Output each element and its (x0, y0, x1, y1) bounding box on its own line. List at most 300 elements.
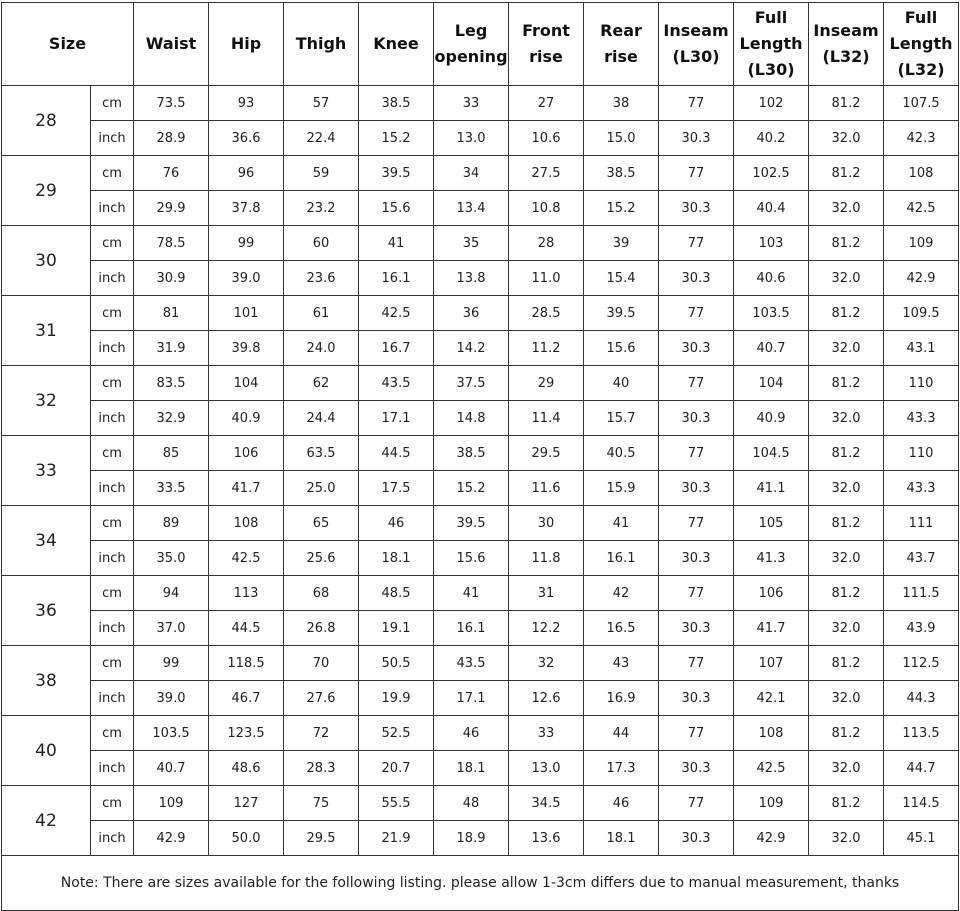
measurement-cell: 30.3 (659, 471, 734, 506)
measurement-cell: 123.5 (209, 716, 284, 751)
unit-cell: inch (91, 751, 134, 786)
measurement-cell: 32.0 (809, 751, 884, 786)
measurement-cell: 42 (584, 576, 659, 611)
measurement-cell: 38.5 (434, 436, 509, 471)
measurement-cell: 118.5 (209, 646, 284, 681)
measurement-cell: 81.2 (809, 716, 884, 751)
header-inseam-l32 (809, 3, 884, 86)
measurement-cell: 103.5 (734, 296, 809, 331)
table-row (2, 331, 959, 366)
measurement-cell: 13.8 (434, 261, 509, 296)
measurement-cell: 46.7 (209, 681, 284, 716)
measurement-cell: 30.3 (659, 611, 734, 646)
table-row (2, 401, 959, 436)
measurement-cell: 48 (434, 786, 509, 821)
measurement-cell: 11.6 (509, 471, 584, 506)
unit-cell: cm (91, 296, 134, 331)
measurement-cell: 32.0 (809, 191, 884, 226)
measurement-cell: 43 (584, 646, 659, 681)
note-text: Note: There are sizes available for the following listing. please allow 1-3cm differs due to manual measurement, thanks (2, 856, 959, 911)
unit-cell: inch (91, 821, 134, 856)
measurement-cell: 13.6 (509, 821, 584, 856)
header-leg-opening (434, 3, 509, 86)
measurement-cell: 52.5 (359, 716, 434, 751)
measurement-cell: 70 (284, 646, 359, 681)
measurement-cell: 46 (584, 786, 659, 821)
measurement-cell: 43.5 (359, 366, 434, 401)
measurement-cell: 48.6 (209, 751, 284, 786)
unit-cell: cm (91, 716, 134, 751)
header-inseam-l30-line-1: Inseam (663, 21, 729, 40)
measurement-cell: 108 (209, 506, 284, 541)
measurement-cell: 12.6 (509, 681, 584, 716)
measurement-cell: 107 (734, 646, 809, 681)
measurement-cell: 30.3 (659, 191, 734, 226)
size-cell: 32 (2, 366, 91, 436)
unit-cell: cm (91, 506, 134, 541)
unit-cell: cm (91, 366, 134, 401)
measurement-cell: 30.3 (659, 751, 734, 786)
measurement-cell: 15.4 (584, 261, 659, 296)
measurement-cell: 40 (584, 366, 659, 401)
measurement-cell: 32.0 (809, 821, 884, 856)
measurement-cell: 11.4 (509, 401, 584, 436)
measurement-cell: 10.6 (509, 121, 584, 156)
measurement-cell: 29.5 (509, 436, 584, 471)
measurement-cell: 81.2 (809, 436, 884, 471)
measurement-cell: 37.5 (434, 366, 509, 401)
unit-cell: inch (91, 681, 134, 716)
measurement-cell: 16.1 (584, 541, 659, 576)
table-row (2, 156, 959, 191)
unit-cell: cm (91, 226, 134, 261)
table-body (2, 86, 959, 856)
measurement-cell: 26.8 (284, 611, 359, 646)
table-row (2, 86, 959, 121)
measurement-cell: 40.2 (734, 121, 809, 156)
measurement-cell: 39.0 (209, 261, 284, 296)
measurement-cell: 96 (209, 156, 284, 191)
measurement-cell: 18.1 (359, 541, 434, 576)
measurement-cell: 81.2 (809, 646, 884, 681)
measurement-cell: 44.5 (209, 611, 284, 646)
table-row (2, 366, 959, 401)
measurement-cell: 46 (359, 506, 434, 541)
measurement-cell: 42.9 (884, 261, 959, 296)
measurement-cell: 27.5 (509, 156, 584, 191)
measurement-cell: 104 (734, 366, 809, 401)
measurement-cell: 34 (434, 156, 509, 191)
header-knee: Knee (359, 3, 434, 86)
table-row (2, 226, 959, 261)
measurement-cell: 17.1 (359, 401, 434, 436)
measurement-cell: 41.7 (209, 471, 284, 506)
header-waist: Waist (134, 3, 209, 86)
measurement-cell: 111.5 (884, 576, 959, 611)
measurement-cell: 27 (509, 86, 584, 121)
measurement-cell: 23.2 (284, 191, 359, 226)
table-row (2, 611, 959, 646)
header-full-length-l32-line-1: Full (904, 8, 938, 27)
measurement-cell: 30.9 (134, 261, 209, 296)
measurement-cell: 32 (509, 646, 584, 681)
measurement-cell: 30.3 (659, 681, 734, 716)
measurement-cell: 39.5 (359, 156, 434, 191)
measurement-cell: 63.5 (284, 436, 359, 471)
measurement-cell: 38.5 (359, 86, 434, 121)
measurement-cell: 32.0 (809, 261, 884, 296)
measurement-cell: 57 (284, 86, 359, 121)
unit-cell: inch (91, 611, 134, 646)
measurement-cell: 127 (209, 786, 284, 821)
measurement-cell: 44.7 (884, 751, 959, 786)
measurement-cell: 30.3 (659, 331, 734, 366)
measurement-cell: 32.0 (809, 401, 884, 436)
table-row (2, 296, 959, 331)
measurement-cell: 113.5 (884, 716, 959, 751)
table-row (2, 121, 959, 156)
unit-cell: inch (91, 331, 134, 366)
measurement-cell: 11.8 (509, 541, 584, 576)
measurement-cell: 30 (509, 506, 584, 541)
measurement-cell: 12.2 (509, 611, 584, 646)
measurement-cell: 105 (734, 506, 809, 541)
measurement-cell: 38.5 (584, 156, 659, 191)
measurement-cell: 93 (209, 86, 284, 121)
measurement-cell: 28.3 (284, 751, 359, 786)
measurement-cell: 30.3 (659, 541, 734, 576)
header-thigh: Thigh (284, 3, 359, 86)
measurement-cell: 39.5 (584, 296, 659, 331)
table-row (2, 576, 959, 611)
table-row (2, 786, 959, 821)
size-cell: 40 (2, 716, 91, 786)
measurement-cell: 40.6 (734, 261, 809, 296)
measurement-cell: 32.0 (809, 611, 884, 646)
measurement-cell: 108 (734, 716, 809, 751)
measurement-cell: 42.9 (134, 821, 209, 856)
measurement-cell: 33.5 (134, 471, 209, 506)
measurement-cell: 81.2 (809, 786, 884, 821)
size-cell: 42 (2, 786, 91, 856)
measurement-cell: 44.5 (359, 436, 434, 471)
measurement-cell: 33 (509, 716, 584, 751)
measurement-cell: 36.6 (209, 121, 284, 156)
measurement-cell: 101 (209, 296, 284, 331)
measurement-cell: 36 (434, 296, 509, 331)
header-full-length-l32 (884, 3, 959, 86)
measurement-cell: 16.9 (584, 681, 659, 716)
measurement-cell: 31.9 (134, 331, 209, 366)
measurement-cell: 32.0 (809, 471, 884, 506)
measurement-cell: 81.2 (809, 226, 884, 261)
measurement-cell: 111 (884, 506, 959, 541)
measurement-cell: 109 (134, 786, 209, 821)
measurement-cell: 109.5 (884, 296, 959, 331)
header-inseam-l30 (659, 3, 734, 86)
measurement-cell: 37.0 (134, 611, 209, 646)
measurement-cell: 42.5 (884, 191, 959, 226)
measurement-cell: 41 (359, 226, 434, 261)
measurement-cell: 24.0 (284, 331, 359, 366)
table-row (2, 191, 959, 226)
measurement-cell: 30.3 (659, 261, 734, 296)
header-front-rise-line-1: Front (522, 21, 570, 40)
measurement-cell: 10.8 (509, 191, 584, 226)
header-rear-rise-line-2: rise (604, 47, 638, 66)
size-table (1, 2, 959, 911)
measurement-cell: 110 (884, 366, 959, 401)
size-cell: 33 (2, 436, 91, 506)
header-rear-rise (584, 3, 659, 86)
measurement-cell: 83.5 (134, 366, 209, 401)
measurement-cell: 85 (134, 436, 209, 471)
measurement-cell: 112.5 (884, 646, 959, 681)
measurement-cell: 75 (284, 786, 359, 821)
header-hip: Hip (209, 3, 284, 86)
header-inseam-l32-line-2: (L32) (822, 47, 870, 66)
measurement-cell: 108 (884, 156, 959, 191)
measurement-cell: 39.0 (134, 681, 209, 716)
header-inseam-l30-line-2: (L30) (672, 47, 720, 66)
measurement-cell: 77 (659, 436, 734, 471)
measurement-cell: 81.2 (809, 86, 884, 121)
measurement-cell: 35 (434, 226, 509, 261)
measurement-cell: 16.1 (359, 261, 434, 296)
unit-cell: cm (91, 86, 134, 121)
measurement-cell: 15.6 (434, 541, 509, 576)
measurement-cell: 46 (434, 716, 509, 751)
measurement-cell: 19.1 (359, 611, 434, 646)
measurement-cell: 32.0 (809, 121, 884, 156)
measurement-cell: 41.3 (734, 541, 809, 576)
measurement-cell: 28.5 (509, 296, 584, 331)
header-rear-rise-line-1: Rear (600, 21, 642, 40)
measurement-cell: 16.1 (434, 611, 509, 646)
measurement-cell: 15.0 (584, 121, 659, 156)
measurement-cell: 81.2 (809, 156, 884, 191)
header-leg-opening-line-1: Leg (454, 21, 488, 40)
measurement-cell: 42.5 (359, 296, 434, 331)
measurement-cell: 77 (659, 156, 734, 191)
measurement-cell: 20.7 (359, 751, 434, 786)
measurement-cell: 22.4 (284, 121, 359, 156)
measurement-cell: 40.9 (734, 401, 809, 436)
measurement-cell: 29 (509, 366, 584, 401)
header-leg-opening-line-2: opening (434, 47, 508, 66)
measurement-cell: 77 (659, 786, 734, 821)
measurement-cell: 40.7 (134, 751, 209, 786)
measurement-cell: 40.9 (209, 401, 284, 436)
measurement-cell: 50.0 (209, 821, 284, 856)
unit-cell: inch (91, 261, 134, 296)
header-front-rise (509, 3, 584, 86)
header-size: Size (2, 3, 134, 86)
measurement-cell: 17.3 (584, 751, 659, 786)
measurement-cell: 104.5 (734, 436, 809, 471)
measurement-cell: 114.5 (884, 786, 959, 821)
measurement-cell: 81.2 (809, 296, 884, 331)
unit-cell: inch (91, 541, 134, 576)
measurement-cell: 29.9 (134, 191, 209, 226)
measurement-cell: 89 (134, 506, 209, 541)
measurement-cell: 103.5 (134, 716, 209, 751)
measurement-cell: 15.2 (434, 471, 509, 506)
measurement-cell: 72 (284, 716, 359, 751)
measurement-cell: 39 (584, 226, 659, 261)
header-full-length-l30-line-3: (L30) (747, 60, 795, 79)
header-full-length-l32-line-3: (L32) (897, 60, 945, 79)
size-cell: 31 (2, 296, 91, 366)
header-inseam-l32-line-1: Inseam (813, 21, 879, 40)
unit-cell: cm (91, 786, 134, 821)
measurement-cell: 102 (734, 86, 809, 121)
measurement-cell: 18.9 (434, 821, 509, 856)
measurement-cell: 77 (659, 86, 734, 121)
measurement-cell: 23.6 (284, 261, 359, 296)
measurement-cell: 11.0 (509, 261, 584, 296)
table-row (2, 751, 959, 786)
measurement-cell: 15.2 (359, 121, 434, 156)
measurement-cell: 81.2 (809, 576, 884, 611)
measurement-cell: 34.5 (509, 786, 584, 821)
measurement-cell: 99 (134, 646, 209, 681)
measurement-cell: 106 (734, 576, 809, 611)
measurement-cell: 41.1 (734, 471, 809, 506)
measurement-cell: 42.9 (734, 821, 809, 856)
measurement-cell: 28.9 (134, 121, 209, 156)
header-full-length-l32-line-2: Length (889, 34, 953, 53)
measurement-cell: 32.0 (809, 541, 884, 576)
measurement-cell: 33 (434, 86, 509, 121)
measurement-cell: 77 (659, 226, 734, 261)
measurement-cell: 25.6 (284, 541, 359, 576)
measurement-cell: 43.5 (434, 646, 509, 681)
measurement-cell: 81 (134, 296, 209, 331)
measurement-cell: 39.8 (209, 331, 284, 366)
measurement-cell: 30.3 (659, 401, 734, 436)
measurement-cell: 78.5 (134, 226, 209, 261)
measurement-cell: 40.7 (734, 331, 809, 366)
measurement-cell: 77 (659, 506, 734, 541)
measurement-cell: 76 (134, 156, 209, 191)
table-row (2, 471, 959, 506)
measurement-cell: 48.5 (359, 576, 434, 611)
measurement-cell: 14.8 (434, 401, 509, 436)
measurement-cell: 77 (659, 576, 734, 611)
header-front-rise-line-2: rise (529, 47, 563, 66)
measurement-cell: 42.3 (884, 121, 959, 156)
measurement-cell: 43.9 (884, 611, 959, 646)
measurement-cell: 21.9 (359, 821, 434, 856)
measurement-cell: 77 (659, 296, 734, 331)
measurement-cell: 30.3 (659, 821, 734, 856)
header-full-length-l30-line-2: Length (739, 34, 803, 53)
measurement-cell: 13.0 (509, 751, 584, 786)
measurement-cell: 41.7 (734, 611, 809, 646)
measurement-cell: 109 (734, 786, 809, 821)
measurement-cell: 15.6 (584, 331, 659, 366)
measurement-cell: 42.5 (734, 751, 809, 786)
table-row (2, 436, 959, 471)
measurement-cell: 61 (284, 296, 359, 331)
measurement-cell: 59 (284, 156, 359, 191)
measurement-cell: 30.3 (659, 121, 734, 156)
measurement-cell: 32.0 (809, 331, 884, 366)
note-row (2, 856, 959, 911)
measurement-cell: 18.1 (584, 821, 659, 856)
measurement-cell: 37.8 (209, 191, 284, 226)
measurement-cell: 39.5 (434, 506, 509, 541)
measurement-cell: 99 (209, 226, 284, 261)
unit-cell: cm (91, 156, 134, 191)
measurement-cell: 13.4 (434, 191, 509, 226)
measurement-cell: 41 (584, 506, 659, 541)
measurement-cell: 11.2 (509, 331, 584, 366)
unit-cell: cm (91, 576, 134, 611)
table-row (2, 681, 959, 716)
unit-cell: inch (91, 191, 134, 226)
measurement-cell: 32.0 (809, 681, 884, 716)
unit-cell: inch (91, 401, 134, 436)
table-row (2, 261, 959, 296)
table-row (2, 716, 959, 751)
measurement-cell: 27.6 (284, 681, 359, 716)
measurement-cell: 55.5 (359, 786, 434, 821)
measurement-cell: 102.5 (734, 156, 809, 191)
table-row (2, 821, 959, 856)
measurement-cell: 13.0 (434, 121, 509, 156)
measurement-cell: 77 (659, 646, 734, 681)
measurement-cell: 109 (884, 226, 959, 261)
measurement-cell: 44.3 (884, 681, 959, 716)
size-cell: 29 (2, 156, 91, 226)
size-cell: 38 (2, 646, 91, 716)
size-cell: 36 (2, 576, 91, 646)
unit-cell: cm (91, 646, 134, 681)
measurement-cell: 73.5 (134, 86, 209, 121)
measurement-cell: 62 (284, 366, 359, 401)
measurement-cell: 28 (509, 226, 584, 261)
measurement-cell: 16.5 (584, 611, 659, 646)
measurement-cell: 40.4 (734, 191, 809, 226)
measurement-cell: 43.7 (884, 541, 959, 576)
measurement-cell: 94 (134, 576, 209, 611)
table-row (2, 541, 959, 576)
header-full-length-l30-line-1: Full (754, 8, 788, 27)
measurement-cell: 38 (584, 86, 659, 121)
size-cell: 28 (2, 86, 91, 156)
header-row (2, 3, 959, 86)
measurement-cell: 42.1 (734, 681, 809, 716)
measurement-cell: 15.9 (584, 471, 659, 506)
measurement-cell: 113 (209, 576, 284, 611)
measurement-cell: 77 (659, 366, 734, 401)
measurement-cell: 35.0 (134, 541, 209, 576)
measurement-cell: 103 (734, 226, 809, 261)
measurement-cell: 60 (284, 226, 359, 261)
unit-cell: cm (91, 436, 134, 471)
measurement-cell: 15.7 (584, 401, 659, 436)
measurement-cell: 106 (209, 436, 284, 471)
measurement-cell: 110 (884, 436, 959, 471)
measurement-cell: 31 (509, 576, 584, 611)
measurement-cell: 18.1 (434, 751, 509, 786)
measurement-cell: 44 (584, 716, 659, 751)
header-full-length-l30 (734, 3, 809, 86)
size-cell: 34 (2, 506, 91, 576)
measurement-cell: 77 (659, 716, 734, 751)
